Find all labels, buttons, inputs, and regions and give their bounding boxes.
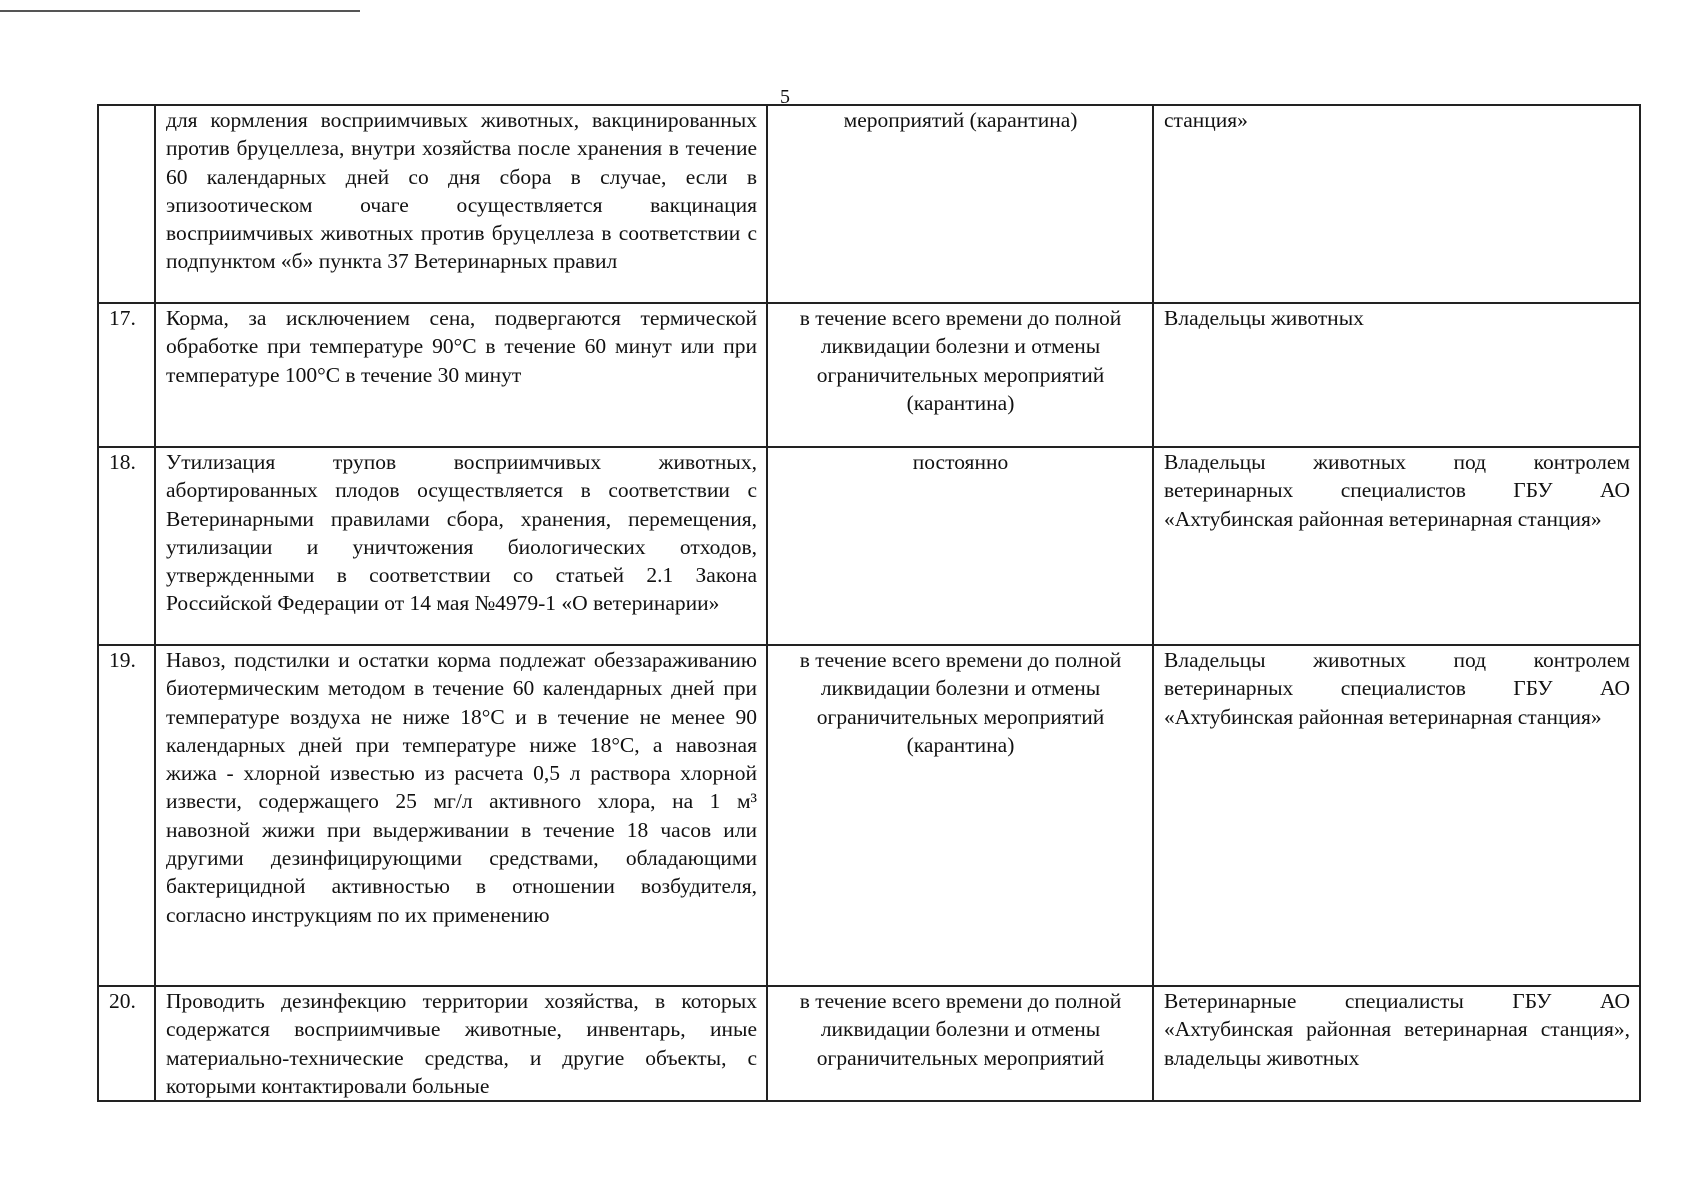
measure-responsible: Владельцы животных: [1153, 303, 1640, 447]
measure-responsible: Владельцы животных под контролем ветеринарных специалистов ГБУ АО «Ахтубинская районная ветеринарная станция»: [1153, 645, 1640, 986]
measure-text: Утилизация трупов восприимчивых животных, абортированных плодов осуществляется в соответствии с Ветеринарными правилами сбора, хранения, перемещения, утилизации и уничтожения биологических отходов, утвержденными в соответствии со статьей 2.1 Закона Российской Федерации от 14 мая №4979-1 «О ветеринарии»: [155, 447, 767, 645]
measure-term: в течение всего времени до полной ликвидации болезни и отмены ограничительных мероприятий (карантина): [767, 645, 1153, 986]
row-number: 17.: [98, 303, 155, 447]
measure-text: Навоз, подстилки и остатки корма подлежат обеззараживанию биотермическим методом в течение 60 календарных дней при температуре воздуха не ниже 18°С и в течение не менее 90 календарных дней при температуре ниже 18°С, а навозная жижа - хлорной известью из расчета 0,5 л раствора хлорной извести, содержащего 25 мг/л активного хлора, на 1 м³ навозной жижи при выдерживании в течение 18 часов или другими дезинфицирующими средствами, обладающими бактерицидной активностью в отношении возбудителя, согласно инструкциям по их применению: [155, 645, 767, 986]
scan-artifact-line: [0, 10, 360, 12]
measure-term: мероприятий (карантина): [767, 105, 1153, 303]
measures-table: [97, 104, 1641, 1102]
table-row: [98, 303, 1640, 447]
table-row: [98, 105, 1640, 303]
row-number: 20.: [98, 986, 155, 1101]
measure-responsible: Владельцы животных под контролем ветеринарных специалистов ГБУ АО «Ахтубинская районная ветеринарная станция»: [1153, 447, 1640, 645]
measure-responsible: Ветеринарные специалисты ГБУ АО «Ахтубинская районная ветеринарная станция», владельцы животных: [1153, 986, 1640, 1101]
table-row: [98, 447, 1640, 645]
measure-text: для кормления восприимчивых животных, вакцинированных против бруцеллеза, внутри хозяйства после хранения в течение 60 календарных дней со дня сбора в случае, если в эпизоотическом очаге осуществляется вакцинация восприимчивых животных против бруцеллеза в соответствии с подпунктом «б» пункта 37 Ветеринарных правил: [155, 105, 767, 303]
measure-text: Проводить дезинфекцию территории хозяйства, в которых содержатся восприимчивые животные, инвентарь, иные материально-технические средства, и другие объекты, с которыми контактировали больные: [155, 986, 767, 1101]
row-number: [98, 105, 155, 303]
page-number: 5: [780, 86, 790, 108]
measure-term: постоянно: [767, 447, 1153, 645]
measure-term: в течение всего времени до полной ликвидации болезни и отмены ограничительных мероприятий: [767, 986, 1153, 1101]
row-number: 18.: [98, 447, 155, 645]
measure-term: в течение всего времени до полной ликвидации болезни и отмены ограничительных мероприятий (карантина): [767, 303, 1153, 447]
table-row: [98, 645, 1640, 986]
row-number: 19.: [98, 645, 155, 986]
measure-text: Корма, за исключением сена, подвергаются термической обработке при температуре 90°С в течение 60 минут или при температуре 100°С в течение 30 минут: [155, 303, 767, 447]
measure-responsible: станция»: [1153, 105, 1640, 303]
table-row: [98, 986, 1640, 1101]
